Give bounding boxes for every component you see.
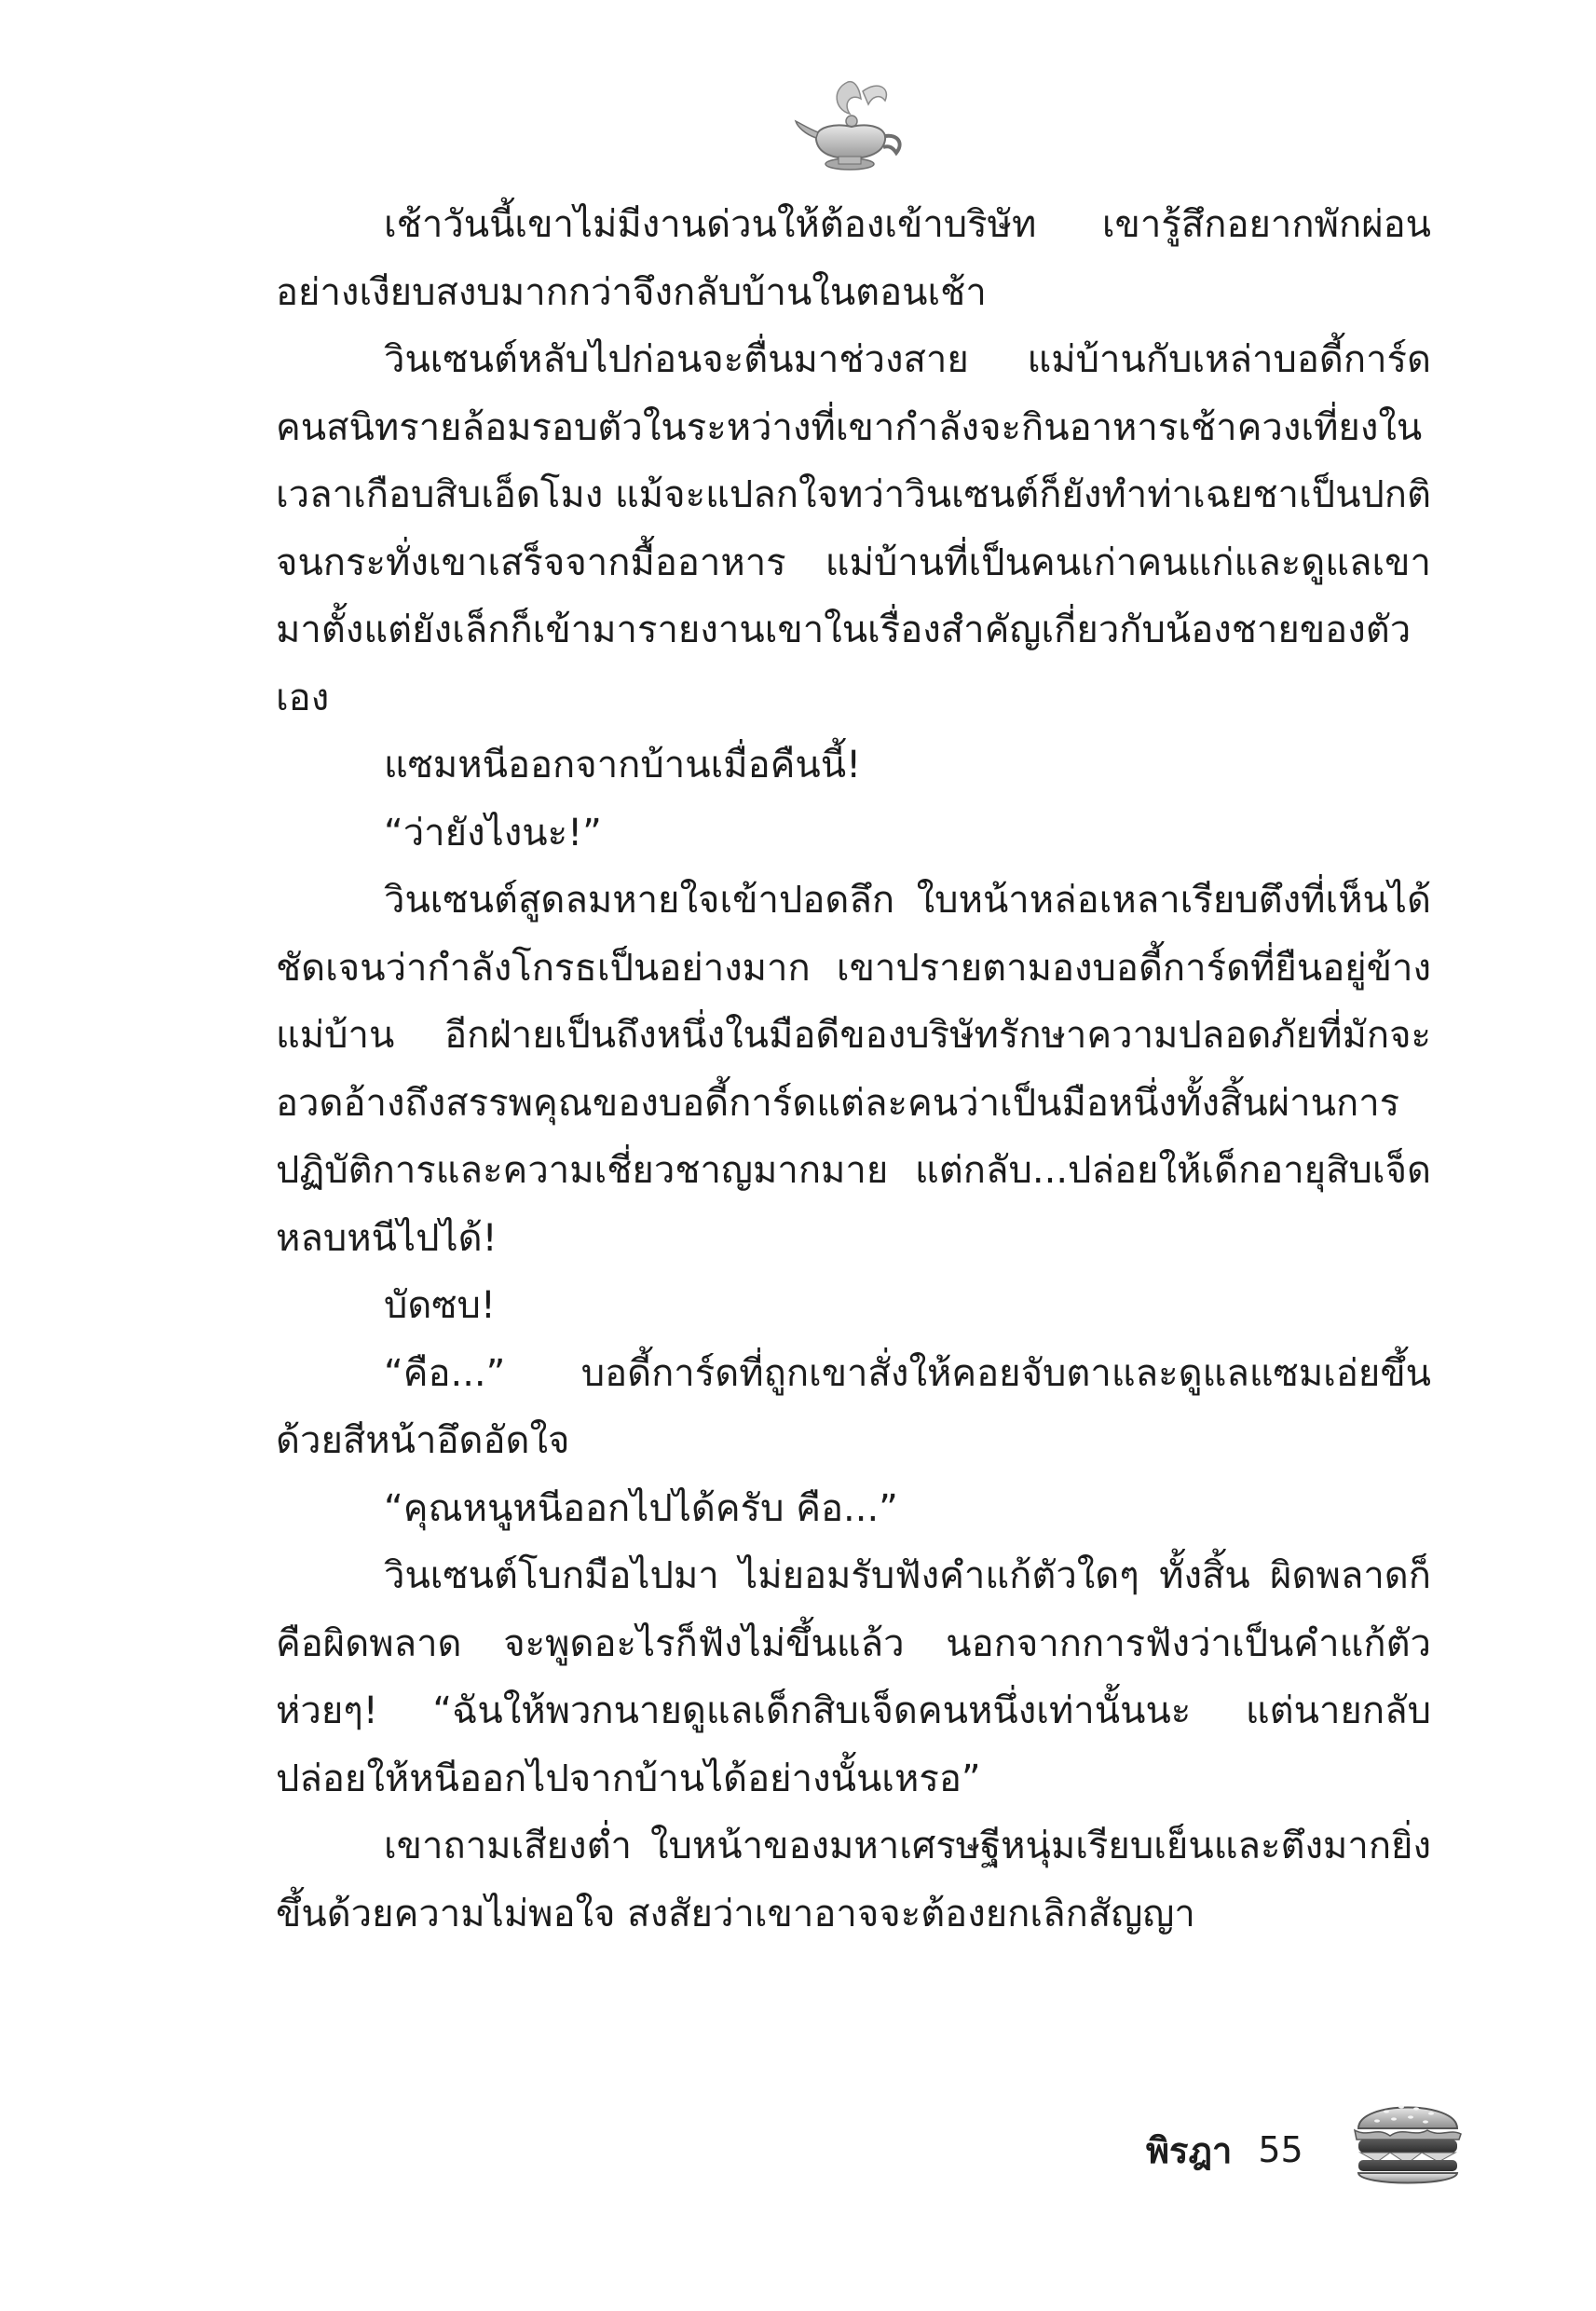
paragraph: วินเซนต์โบกมือไปมา ไม่ยอมรับฟังคำแก้ตัวใดๆ ทั้งสิ้น ผิดพลาดก็คือผิดพลาด จะพูดอะไรก็ฟังไม่ขึ้นแล้ว นอกจากการฟังว่าเป็นคำแก้ตัวห่วยๆ! “ฉันให้พวกนายดูแลเด็กสิบเจ็ดคนหนึ่งเท่านั้นนะ แต่นายกลับปล่อยให้หนีออกไปจากบ้านได้อย่างนั้นเหรอ”	[276, 1554, 1431, 1800]
paragraph: เขาถามเสียงต่ำ ใบหน้าของมหาเศรษฐีหนุ่มเรียบเย็นและตึงมากยิ่งขึ้นด้วยความไม่พอใจ สงสัยว่าเขาอาจจะต้องยกเลิกสัญญา	[276, 1825, 1431, 1935]
paragraph: “คุณหนูหนีออกไปได้ครับ คือ...”	[384, 1486, 898, 1530]
paragraph: “ว่ายังไงนะ!”	[384, 811, 602, 855]
page-number: 55	[1258, 2129, 1303, 2170]
paragraph: แซมหนีออกจากบ้านเมื่อคืนนี้!	[384, 744, 862, 786]
paragraph: เช้าวันนี้เขาไม่มีงานด่วนให้ต้องเข้าบริษัท เขารู้สึกอยากพักผ่อนอย่างเงียบสงบมากกว่าจึงกลับบ้านในตอนเช้า	[276, 203, 1431, 314]
genie-lamp-icon	[794, 73, 906, 180]
author-name: พิรฎา	[1146, 2129, 1233, 2171]
paragraph: วินเซนต์หลับไปก่อนจะตื่นมาช่วงสาย แม่บ้านกับเหล่าบอดี้การ์ดคนสนิทรายล้อมรอบตัวในระหว่างที่เขากำลังจะกินอาหารเช้าควงเที่ยงในเวลาเกือบสิบเอ็ดโมง แม้จะแปลกใจทว่าวินเซนต์ก็ยังทำท่าเฉยชาเป็นปกติ จนกระทั่งเขาเสร็จจากมื้ออาหาร แม่บ้านที่เป็นคนเก่าคนแก่และดูแลเขามาตั้งแต่ยังเล็กก็เข้ามารายงานเขาในเรื่องสำคัญเกี่ยวกับน้องชายของตัวเอง	[276, 338, 1431, 719]
paragraph: วินเซนต์สูดลมหายใจเข้าปอดลึก ใบหน้าหล่อเหลาเรียบตึงที่เห็นได้ชัดเจนว่ากำลังโกรธเป็นอย่างมาก เขาปรายตามองบอดี้การ์ดที่ยืนอยู่ข้างแม่บ้าน อีกฝ่ายเป็นถึงหนึ่งในมือดีของบริษัทรักษาความปลอดภัยที่มักจะอวดอ้างถึงสรรพคุณของบอดี้การ์ดแต่ละคนว่าเป็นมือหนึ่งทั้งสิ้นผ่านการปฏิบัติการและความเชี่ยวชาญมากมาย แต่กลับ...ปล่อยให้เด็กอายุสิบเจ็ดหลบหนีไปได้!	[276, 879, 1431, 1260]
page-footer	[1146, 2117, 1303, 2182]
paragraph: บัดซบ!	[384, 1284, 496, 1327]
burger-icon	[1349, 2085, 1466, 2195]
body-text	[276, 191, 1431, 1948]
paragraph: “คือ...” บอดี้การ์ดที่ถูกเขาสั่งให้คอยจับตาและดูแลแซมเอ่ยขึ้นด้วยสีหน้าอึดอัดใจ	[276, 1351, 1431, 1462]
